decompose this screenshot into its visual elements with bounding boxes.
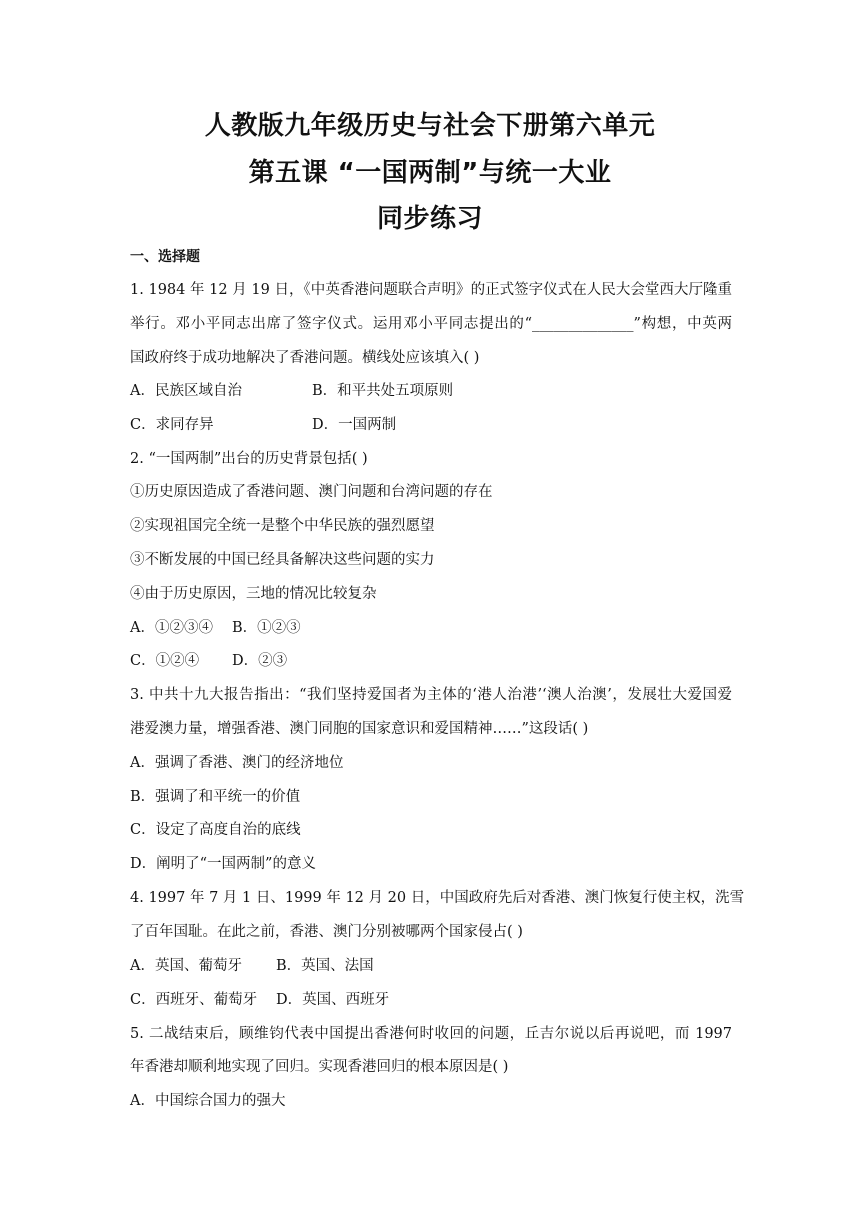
question-4-option-d[interactable]: D．英国、西班牙 [276,992,390,1008]
question-1-stem-line-1: 1. 1984 年 12 月 19 日，《中英香港问题联合声明》的正式签字仪式在人民大会堂西大厅隆重 [130,282,732,298]
question-2-statement-3: ③不断发展的中国已经具备解决这些问题的实力 [130,552,435,568]
question-2-statement-4: ④由于历史原因，三地的情况比较复杂 [130,586,377,602]
question-2-option-a[interactable]: A．①②③④ [130,620,213,636]
question-2-stem-line-1: 2. “一国两制”出台的历史背景包括( ) [130,451,368,467]
document-title-line-3: 同步练习 [376,204,483,234]
question-1-stem-line-2: 举行。邓小平同志出席了签字仪式。运用邓小平同志提出的“______________”构想，中英两 [130,316,732,332]
question-3-stem-line-1: 3. 中共十九大报告指出：“我们坚持爱国者为主体的‘港人治港’‘澳人治澳’，发展壮大爱国爱 [130,687,732,703]
question-3-option-c[interactable]: C．设定了高度自治的底线 [130,822,301,838]
question-4-stem-line-2: 了百年国耻。在此之前，香港、澳门分别被哪两个国家侵占( ) [130,924,523,940]
section-heading: 一、选择题 [130,249,200,265]
question-1-option-d[interactable]: D．一国两制 [312,417,397,433]
question-1-option-c[interactable]: C．求同存异 [130,417,214,433]
question-5-stem-line-1: 5. 二战结束后，顾维钧代表中国提出香港何时收回的问题，丘吉尔说以后再说吧，而 1997 [130,1026,732,1042]
question-2-option-c[interactable]: C．①②④ [130,653,200,669]
question-1-option-a[interactable]: A．民族区域自治 [130,383,242,399]
question-3-option-d[interactable]: D．阐明了“一国两制”的意义 [130,856,316,872]
question-4-stem-line-1: 4. 1997 年 7 月 1 日、1999 年 12 月 20 日，中国政府先后对香港、澳门恢复行使主权，洗雪 [130,890,745,906]
question-1-option-b[interactable]: B．和平共处五项原则 [312,383,454,399]
question-3-stem-line-2: 港爱澳力量，增强香港、澳门同胞的国家意识和爱国精神……”这段话( ) [130,721,589,737]
question-2-option-d[interactable]: D．②③ [232,653,288,669]
question-1-stem-line-3: 国政府终于成功地解决了香港问题。横线处应该填入( ) [130,350,480,366]
question-4-option-b[interactable]: B．英国、法国 [276,958,374,974]
document-title-line-1: 人教版九年级历史与社会下册第六单元 [204,111,656,141]
question-4-option-a[interactable]: A．英国、葡萄牙 [130,958,242,974]
question-3-option-a[interactable]: A．强调了香港、澳门的经济地位 [130,755,344,771]
document-title-line-2: 第五课 “一国两制”与统一大业 [248,158,612,188]
question-2-statement-1: ①历史原因造成了香港问题、澳门问题和台湾问题的存在 [130,484,493,500]
question-4-option-c[interactable]: C．西班牙、葡萄牙 [130,992,258,1008]
question-5-option-a[interactable]: A．中国综合国力的强大 [130,1093,286,1109]
question-2-option-b[interactable]: B．①②③ [232,620,301,636]
question-2-statement-2: ②实现祖国完全统一是整个中华民族的强烈愿望 [130,518,435,534]
question-3-option-b[interactable]: B．强调了和平统一的价值 [130,789,301,805]
question-5-stem-line-2: 年香港却顺利地实现了回归。实现香港回归的根本原因是( ) [130,1059,509,1075]
